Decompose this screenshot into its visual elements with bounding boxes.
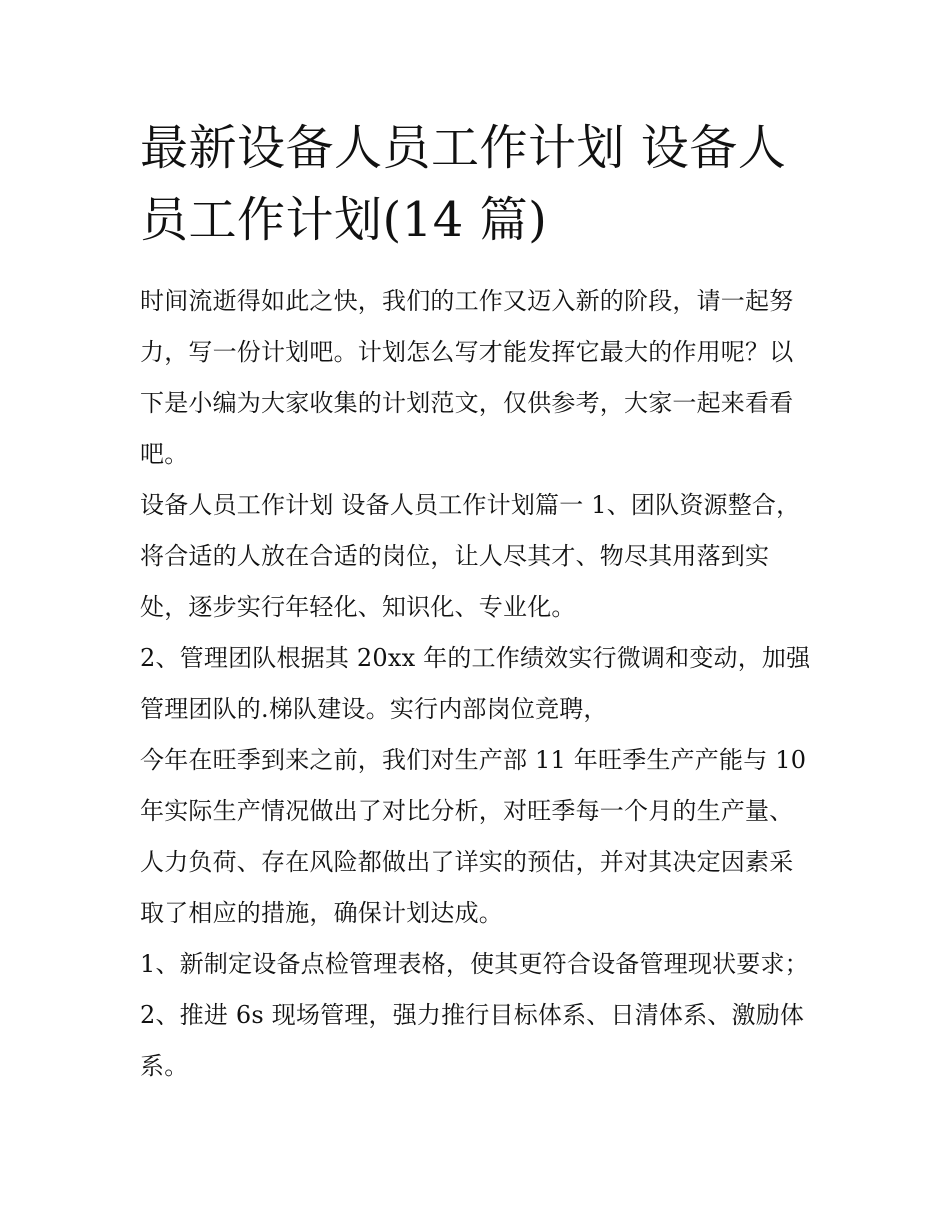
document-title: 最新设备人员工作计划 设备人员工作计划(14 篇)	[140, 120, 787, 248]
paragraph-peak-season: 今年在旺季到来之前，我们对生产部 11 年旺季生产产能与 10 年实际生产情况做出了对比分析，对旺季每一个月的生产量、人力负荷、存在风险都做出了详实的预估，并对其决定因素采取了相应的措施，确保计划达成。	[140, 746, 807, 927]
paragraph-team-adjustment: 2、管理团队根据其 20xx 年的工作绩效实行微调和变动，加强管理团队的.梯队建设。实行内部岗位竞聘，	[140, 644, 811, 723]
paragraph-team-integration: 设备人员工作计划 设备人员工作计划篇一 1、团队资源整合，将合适的人放在合适的岗位，让人尽其才、物尽其用落到实处，逐步实行年轻化、知识化、专业化。	[140, 491, 801, 621]
document-page	[140, 112, 815, 1092]
paragraph-intro: 时间流逝得如此之快，我们的工作又迈入新的阶段，请一起努力，写一份计划吧。计划怎么写才能发挥它最大的作用呢？以下是小编为大家收集的计划范文，仅供参考，大家一起来看看吧。	[140, 287, 794, 468]
paragraph-equipment-management: 1、新制定设备点检管理表格，使其更符合设备管理现状要求； 2、推进 6s 现场管理，强力推行目标体系、日清体系、激励体系。	[140, 950, 809, 1080]
